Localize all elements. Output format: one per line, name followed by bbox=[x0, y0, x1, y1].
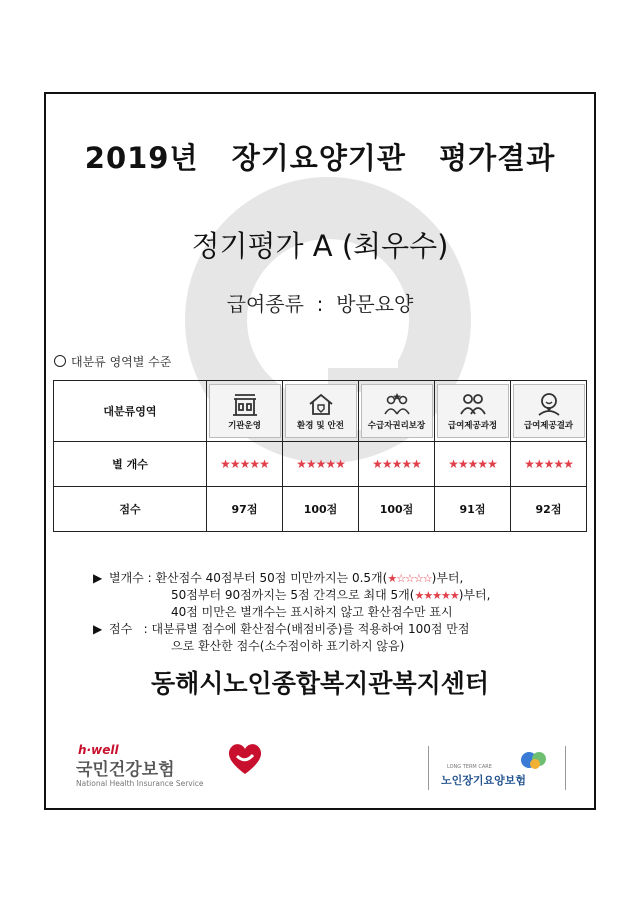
house-shield-icon bbox=[306, 391, 336, 417]
row-header-score: 점수 bbox=[54, 487, 207, 532]
nhis-english: National Health Insurance Service bbox=[76, 779, 204, 788]
note-line bbox=[93, 604, 490, 621]
star-rating bbox=[435, 442, 511, 487]
star-icons: ★★★★★ bbox=[524, 457, 573, 471]
note-key: 점수 : bbox=[109, 622, 148, 636]
row-header-stars: 별 개수 bbox=[54, 442, 207, 487]
star-rating bbox=[359, 442, 435, 487]
section-label-text: 대분류 영역별 수준 bbox=[71, 355, 172, 369]
area-cell bbox=[359, 381, 435, 442]
circle-bullet-icon bbox=[54, 355, 66, 367]
area-label: 급여제공과정 bbox=[447, 421, 498, 431]
score-value: 100점 bbox=[283, 487, 359, 532]
star-icons: ★★★★★ bbox=[220, 457, 269, 471]
note-text: 환산점수 40점부터 50점 미만까지는 0.5개( bbox=[155, 571, 388, 585]
note-line bbox=[93, 570, 490, 587]
score-value: 91점 bbox=[435, 487, 511, 532]
ltc-name: 노인장기요양보험 bbox=[441, 774, 527, 787]
note-text: )부터, bbox=[431, 571, 464, 585]
nhis-logo bbox=[76, 743, 276, 793]
triangle-bullet-icon: ▶ bbox=[93, 571, 103, 585]
notes-block bbox=[93, 570, 490, 655]
area-label: 기관운영 bbox=[228, 421, 261, 431]
triangle-bullet-icon: ▶ bbox=[93, 622, 103, 636]
star-icons: ★★★★★ bbox=[296, 457, 345, 471]
score-value: 92점 bbox=[511, 487, 587, 532]
ltc-english: LONG TERM CARE bbox=[447, 764, 492, 770]
star-rating bbox=[511, 442, 587, 487]
star-rating bbox=[207, 442, 283, 487]
area-label: 수급자권리보장 bbox=[367, 421, 426, 431]
note-line bbox=[93, 587, 490, 604]
area-cell bbox=[283, 381, 359, 442]
people-star-icon bbox=[382, 391, 412, 417]
facility-name: 동해시노인종합복지관복지센터 bbox=[150, 669, 490, 698]
area-cell bbox=[435, 381, 511, 442]
area-label: 환경 및 안전 bbox=[297, 421, 344, 431]
score-row bbox=[54, 487, 587, 532]
note-text: 50점부터 90점까지는 5점 간격으로 최대 5개( bbox=[171, 588, 415, 602]
star-rating bbox=[283, 442, 359, 487]
row-header-area: 대분류영역 bbox=[54, 381, 207, 442]
note-text: 대분류별 점수에 환산점수(배점비중)를 적용하여 100점 만점 bbox=[151, 622, 470, 636]
note-text: 40점 미만은 별개수는 표시하지 않고 환산점수만 표시 bbox=[171, 605, 453, 619]
area-cell bbox=[207, 381, 283, 442]
nhis-brand: h·well bbox=[78, 743, 119, 757]
score-value: 100점 bbox=[359, 487, 435, 532]
evaluation-grade: 정기평가 A (최우수) bbox=[191, 229, 449, 263]
service-type: 급여종류 : 방문요양 bbox=[226, 292, 414, 316]
stars-row bbox=[54, 442, 587, 487]
smile-heart-icon bbox=[534, 391, 564, 417]
caregivers-icon bbox=[458, 391, 488, 417]
note-text: 으로 환산한 점수(소수점이하 표기하지 않음) bbox=[171, 639, 405, 653]
score-table bbox=[53, 380, 587, 532]
star-icons: ★★★★★ bbox=[372, 457, 421, 471]
area-cell bbox=[511, 381, 587, 442]
note-key: 별개수 : bbox=[109, 571, 152, 585]
area-label: 급여제공결과 bbox=[523, 421, 574, 431]
heart-icon bbox=[226, 741, 264, 777]
page-title: 2019년 장기요양기관 평가결과 bbox=[84, 141, 556, 175]
ltc-emblem-icon bbox=[515, 748, 555, 772]
note-text: )부터, bbox=[458, 588, 491, 602]
ltc-logo bbox=[428, 746, 566, 790]
area-row bbox=[54, 381, 587, 442]
note-line bbox=[93, 638, 490, 655]
note-line bbox=[93, 621, 490, 638]
nhis-name: 국민건강보험 bbox=[76, 760, 175, 780]
score-value: 97점 bbox=[207, 487, 283, 532]
section-label bbox=[54, 353, 171, 370]
building-icon bbox=[230, 391, 260, 417]
half-star-icon: ★☆☆☆☆ bbox=[387, 572, 432, 585]
five-star-icon: ★★★★★ bbox=[414, 589, 459, 602]
star-icons: ★★★★★ bbox=[448, 457, 497, 471]
